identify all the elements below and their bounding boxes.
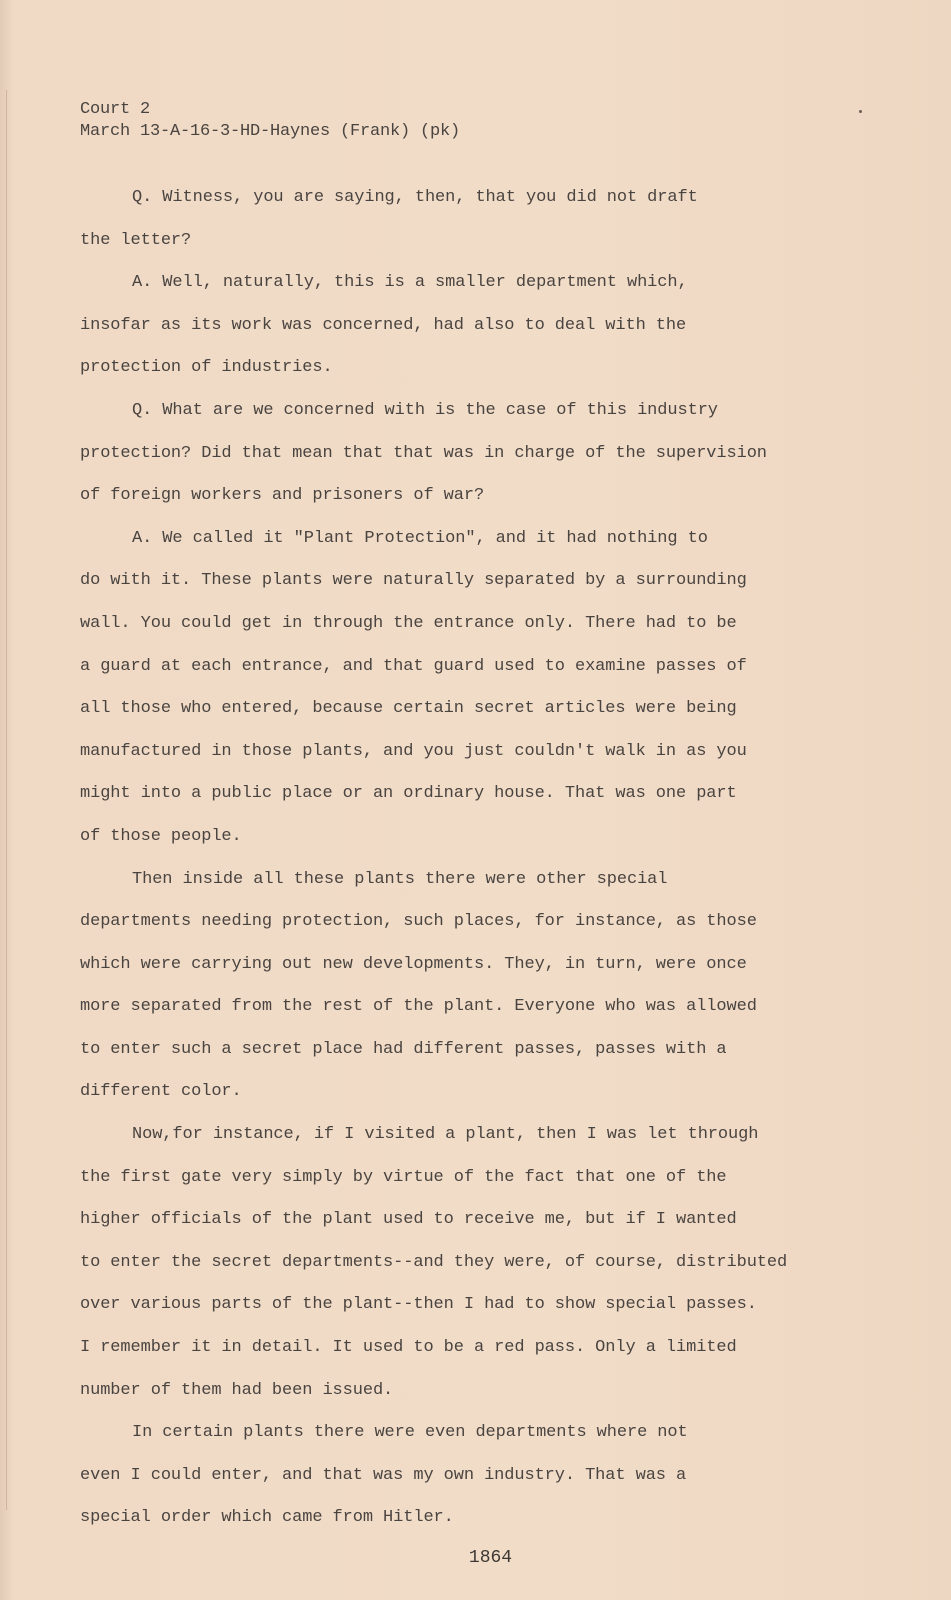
text-line: do with it. These plants were naturally separated by a surrounding (80, 571, 747, 591)
page-edge-line (6, 90, 7, 1510)
text-line: I remember it in detail. It used to be a red pass. Only a limited (80, 1338, 737, 1358)
paragraph-answer-continued-2 (80, 1114, 870, 1412)
text-line: A. Well, naturally, this is a smaller department which, (132, 273, 688, 293)
text-line: a guard at each entrance, and that guard used to examine passes of (80, 656, 747, 676)
text-line: of foreign workers and prisoners of war? (80, 486, 485, 506)
header-court: Court 2 (80, 100, 151, 119)
paragraph-answer-2 (80, 518, 870, 859)
paragraph-answer-continued-3 (80, 1412, 870, 1540)
text-line: insofar as its work was concerned, had also to deal with the (80, 315, 687, 335)
text-line: might into a public place or an ordinary house. That was one part (80, 784, 737, 804)
text-line: higher officials of the plant used to receive me, but if I wanted (80, 1210, 737, 1230)
text-line: to enter such a secret place had different passes, passes with a (80, 1039, 727, 1059)
text-line: A. We called it "Plant Protection", and it had nothing to (132, 528, 708, 548)
paragraph-answer-continued-1 (80, 859, 870, 1115)
header-reference: March 13-A-16-3-HD-Haynes (Frank) (pk) (80, 122, 461, 141)
document-header (80, 99, 460, 143)
paper-speck (859, 110, 862, 113)
text-line: of those people. (80, 826, 242, 846)
text-line: In certain plants there were even departments where not (132, 1423, 688, 1443)
text-line: protection of industries. (80, 358, 333, 378)
text-line: wall. You could get in through the entrance only. There had to be (80, 613, 737, 633)
text-line: which were carrying out new developments. They, in turn, were once (80, 954, 747, 974)
text-line: even I could enter, and that was my own industry. That was a (80, 1465, 687, 1485)
paragraph-question-1 (80, 177, 870, 262)
paragraph-answer-1 (80, 262, 870, 390)
text-line: departments needing protection, such places, for instance, as those (80, 912, 757, 932)
text-line: Now,for instance, if I visited a plant, then I was let through (132, 1125, 759, 1145)
page-number: 1864 (468, 1548, 513, 1568)
text-line: Then inside all these plants there were other special (132, 869, 668, 889)
text-line: protection? Did that mean that that was in charge of the supervision (80, 443, 767, 463)
text-line: manufactured in those plants, and you just couldn't walk in as you (80, 741, 747, 761)
text-line: different color. (80, 1082, 242, 1102)
text-line: special order which came from Hitler. (80, 1508, 454, 1528)
text-line: number of them had been issued. (80, 1380, 394, 1400)
transcript-body (80, 177, 870, 1540)
text-line: all those who entered, because certain secret articles were being (80, 699, 737, 719)
text-line: the first gate very simply by virtue of the fact that one of the (80, 1167, 727, 1187)
text-line: over various parts of the plant--then I had to show special passes. (80, 1295, 757, 1315)
text-line: the letter? (80, 230, 192, 250)
text-line: more separated from the rest of the plant. Everyone who was allowed (80, 997, 757, 1017)
text-line: Q. Witness, you are saying, then, that you did not draft (132, 188, 698, 207)
text-line: Q. What are we concerned with is the case of this industry (132, 400, 718, 420)
paragraph-question-2 (80, 390, 870, 518)
text-line: to enter the secret departments--and they were, of course, distributed (80, 1252, 788, 1272)
